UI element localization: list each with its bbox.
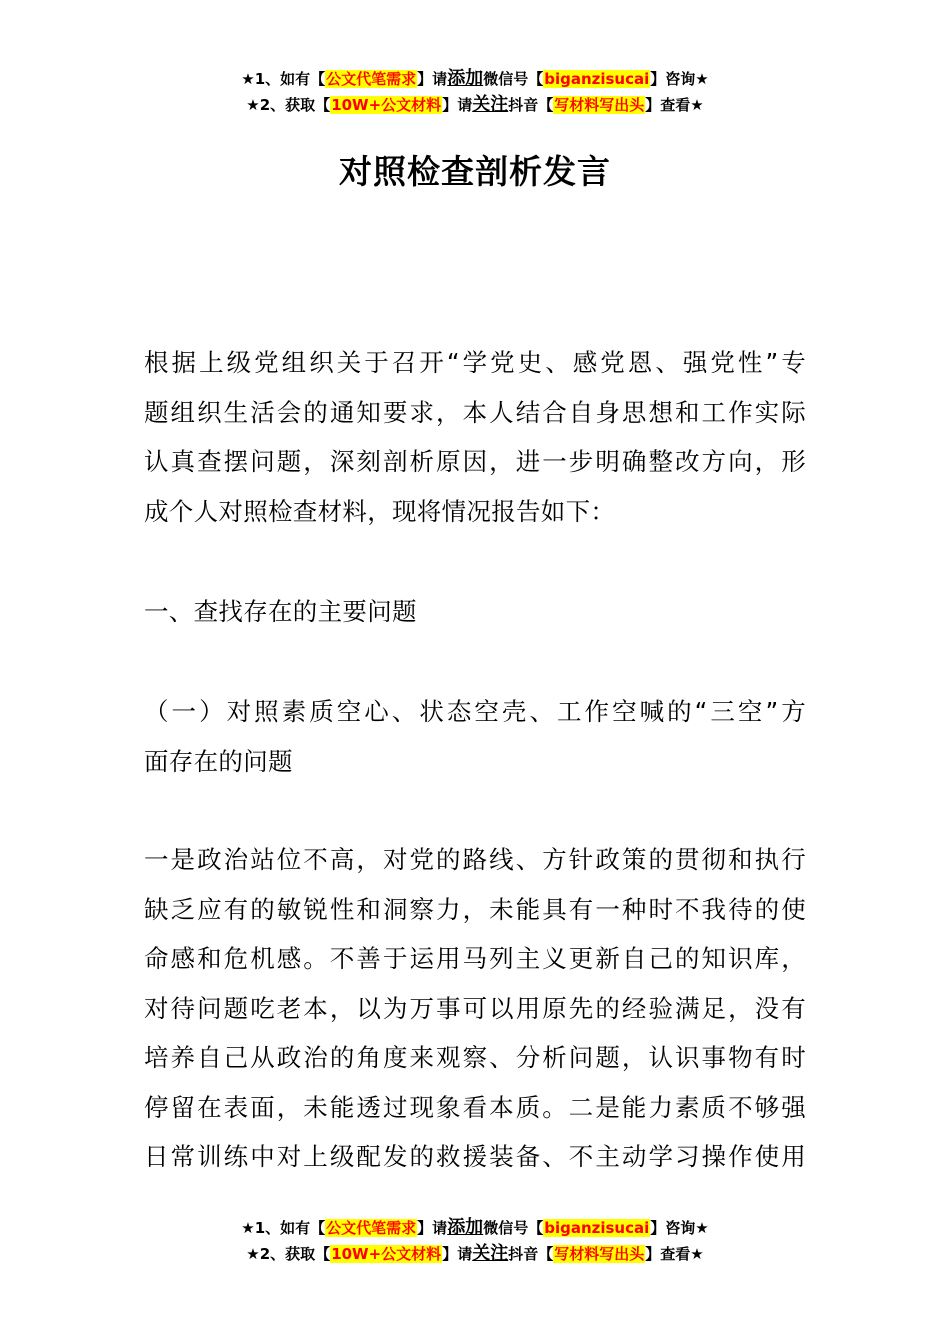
banner-text: 】咨询★	[650, 70, 709, 88]
banner-text: ★2、获取【	[246, 1245, 331, 1263]
footer-banner	[0, 1215, 950, 1267]
banner-text: ★1、如有【	[241, 70, 326, 88]
text-line: 缺乏应有的敏锐性和洞察力，未能具有一种时不我待的使	[144, 894, 806, 924]
banner-text: 抖音【	[508, 96, 554, 114]
text-line: 一、查找存在的主要问题	[144, 597, 417, 626]
banner-emphasis: 关注	[472, 1243, 509, 1264]
banner-text: 微信号【	[483, 70, 544, 88]
banner-line-1	[0, 66, 950, 92]
section-heading	[144, 587, 806, 637]
text-line: 题组织生活会的通知要求，本人结合自身思想和工作实际	[144, 397, 806, 427]
banner-highlight: biganzisucai	[544, 70, 650, 88]
banner-text: 】查看★	[645, 1245, 704, 1263]
text-line: 一是政治站位不高，对党的路线、方针政策的贯彻和执行	[144, 845, 806, 874]
banner-text: 】查看★	[645, 96, 704, 114]
banner-text: ★1、如有【	[241, 1219, 326, 1237]
banner-highlight: 10W+公文材料	[331, 96, 442, 114]
banner-line-1	[0, 1215, 950, 1241]
subsection-heading	[144, 687, 806, 786]
banner-text: 】请	[442, 96, 473, 114]
text-line: 对待问题吃老本，以为万事可以用原先的经验满足，没有	[144, 993, 806, 1023]
text-line: 成个人对照检查材料，现将情况报告如下：	[144, 496, 616, 526]
text-line: 命感和危机感。不善于运用马列主义更新自己的知识库，	[144, 944, 806, 973]
banner-highlight: 公文代笔需求	[326, 70, 417, 88]
text-line: 培养自己从政治的角度来观察、分析问题，认识事物有时	[144, 1043, 806, 1072]
banner-text: 】请	[417, 1219, 448, 1237]
intro-paragraph	[144, 338, 806, 536]
banner-line-2	[0, 92, 950, 118]
banner-emphasis: 添加	[447, 68, 484, 89]
header-banner	[0, 66, 950, 118]
banner-highlight: 10W+公文材料	[331, 1245, 442, 1263]
banner-emphasis: 添加	[447, 1217, 484, 1238]
banner-highlight: 写材料写出头	[554, 96, 645, 114]
text-line: 根据上级党组织关于召开“学党史、感党恩、强党性”专	[144, 348, 806, 377]
banner-line-2	[0, 1241, 950, 1267]
banner-text: 】请	[417, 70, 448, 88]
text-line: （一）对照素质空心、状态空壳、工作空喊的“三空”方	[144, 697, 806, 726]
document-title: 对照检查剖析发言	[339, 152, 611, 191]
text-line: 面存在的问题	[144, 746, 293, 776]
banner-text: 】咨询★	[650, 1219, 709, 1237]
banner-text: 抖音【	[508, 1245, 554, 1263]
banner-emphasis: 关注	[472, 94, 509, 115]
body-paragraph	[144, 835, 806, 1182]
banner-highlight: 写材料写出头	[554, 1245, 645, 1263]
text-line: 认真查摆问题，深刻剖析原因，进一步明确整改方向，形	[144, 447, 806, 476]
banner-text: 微信号【	[483, 1219, 544, 1237]
banner-highlight: biganzisucai	[544, 1219, 650, 1237]
text-line: 日常训练中对上级配发的救援装备、不主动学习操作使用	[144, 1142, 806, 1171]
banner-text: 】请	[442, 1245, 473, 1263]
banner-highlight: 公文代笔需求	[326, 1219, 417, 1237]
text-line: 停留在表面，未能透过现象看本质。二是能力素质不够强	[144, 1092, 806, 1122]
banner-text: ★2、获取【	[246, 96, 331, 114]
